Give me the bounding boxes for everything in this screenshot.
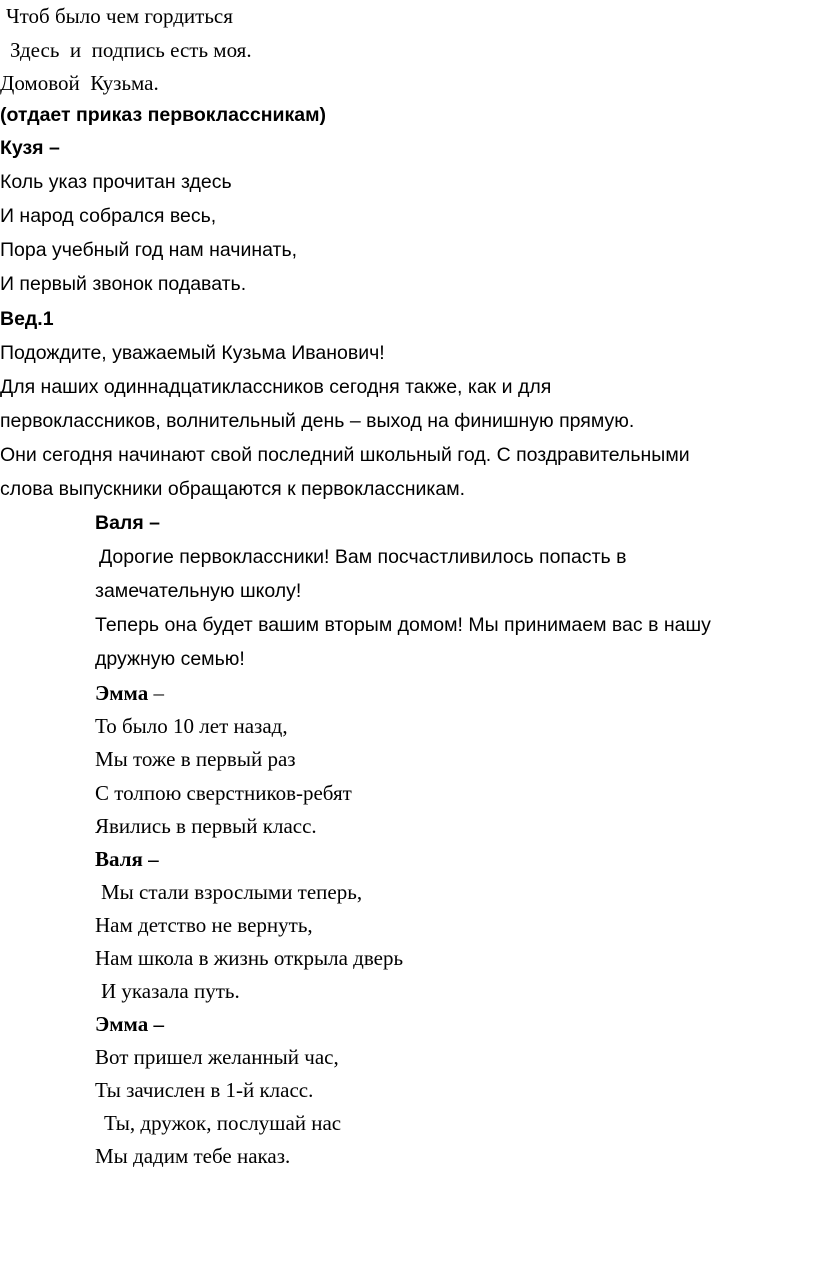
signature-line: Домовой Кузьма. — [0, 71, 159, 95]
paragraph-line: Дорогие первоклассники! Вам посчастливилось попасть в — [99, 546, 627, 568]
verse-line: С толпою сверстников-ребят — [95, 781, 352, 805]
paragraph-line: Теперь она будет вашим вторым домом! Мы принимаем вас в нашу — [95, 614, 711, 636]
paragraph-line: слова выпускники обращаются к первоклассникам. — [0, 478, 466, 500]
verse-line: То было 10 лет назад, — [95, 714, 288, 738]
paragraph-line: замечательную школу! — [95, 580, 302, 602]
verse-line: Мы стали взрослыми теперь, — [101, 880, 363, 904]
verse-line: Здесь и подпись есть моя. — [10, 38, 252, 62]
paragraph-line: Для наших одиннадцатиклассников сегодня также, как и для — [0, 376, 552, 398]
paragraph-line: дружную семью! — [95, 648, 245, 670]
verse-line: Мы дадим тебе наказ. — [95, 1144, 291, 1168]
verse-line: Ты зачислен в 1-й класс. — [95, 1078, 314, 1102]
speaker-name: Валя – — [95, 847, 159, 871]
paragraph-line: первоклассников, волнительный день – выход на финишную прямую. — [0, 410, 635, 432]
verse-line: Нам детство не вернуть, — [95, 913, 313, 937]
verse-line: Нам школа в жизнь открыла дверь — [95, 946, 404, 970]
verse-line: И первый звонок подавать. — [0, 273, 247, 295]
verse-line: Ты, дружок, послушай нас — [104, 1111, 342, 1135]
verse-line: Пора учебный год нам начинать, — [0, 239, 298, 261]
speaker-name-text: Эмма — [95, 681, 149, 705]
verse-line: И народ собрался весь, — [0, 205, 217, 227]
speaker-name: Валя – — [95, 512, 160, 534]
verse-line: Явились в первый класс. — [95, 814, 317, 838]
speaker-name: Эмма – — [95, 1012, 164, 1036]
verse-line: Чтоб было чем гордиться — [6, 4, 233, 28]
speaker-name — [95, 677, 164, 710]
verse-line: Вот пришел желанный час, — [95, 1045, 339, 1069]
speaker-dash: – — [148, 681, 164, 705]
verse-line: Мы тоже в первый раз — [95, 747, 296, 771]
paragraph-line: Они сегодня начинают свой последний школьный год. С поздравительными — [0, 444, 690, 466]
speaker-name: Кузя – — [0, 137, 60, 159]
verse-line: И указала путь. — [101, 979, 240, 1003]
speaker-name: Вед.1 — [0, 308, 54, 330]
verse-line: Коль указ прочитан здесь — [0, 171, 232, 193]
stage-direction: (отдает приказ первоклассникам) — [0, 104, 327, 126]
paragraph-line: Подождите, уважаемый Кузьма Иванович! — [0, 342, 385, 364]
